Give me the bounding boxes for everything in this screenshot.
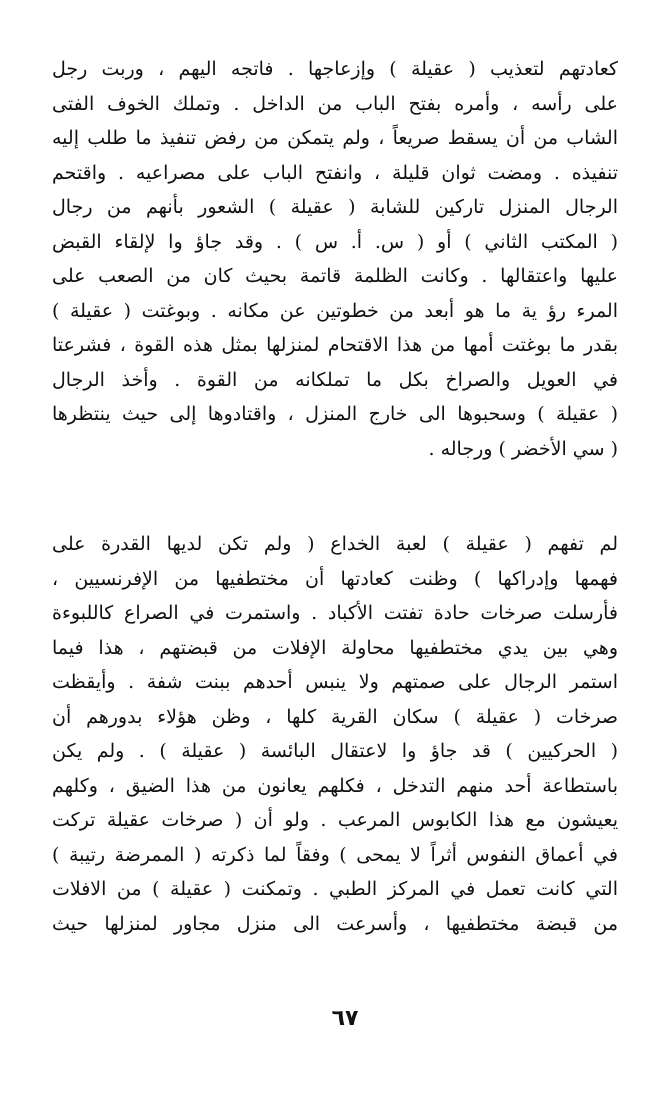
text-line: كعادتهم لتعذيب ( عقيلة ) وإزعاجها . فاتجه اليهم ، وربت رجل [52, 58, 618, 80]
text-line: على رأسه ، وأمره بفتح الباب من الداخل . وتملك الخوف الفتى [52, 92, 618, 115]
text-line: وهي بين يدي مختطفيها محاولة الإفلات من قبضتهم ، هذا فيما [52, 636, 618, 659]
text-line: ( الحركيين ) قد جاؤ وا لاعتقال البائسة ( عقيلة ) . ولم يكن [52, 740, 618, 762]
text-line: الرجال المنزل تاركين للشابة ( عقيلة ) الشعور بأنهم من رجال [52, 196, 618, 218]
paragraph-1 [52, 52, 618, 466]
text-line: بقدر ما بوغتت أمها من هذا الاقتحام لمنزلها بمثل هذه القوة ، فشرعتا [52, 334, 618, 356]
text-line: استمر الرجال على صمتهم ولا ينبس أحدهم ببنت شفة . وأيقظت [52, 671, 618, 693]
text-line: ( سي الأخضر ) ورجاله . [428, 437, 618, 460]
text-line: التي كانت تعمل في المركز الطبي . وتمكنت ( عقيلة ) من الافلات [52, 878, 618, 900]
text-line: باستطاعة أحد منهم التدخل ، فكلهم يعانون من هذا الضيق ، وكلهم [52, 774, 618, 797]
paragraph-2 [52, 527, 618, 941]
text-line: الشاب من أن يسقط صريعاً ، ولم يتمكن من رفض تنفيذ ما طلب إليه [52, 127, 618, 149]
text-line: من قبضة مختطفيها ، وأسرعت الى منزل مجاور لمنزلها حيث [52, 912, 618, 935]
text-line: صرخات ( عقيلة ) سكان القرية كلها ، وظن هؤلاء بدورهم أن [52, 705, 618, 728]
text-line: يعيشون مع هذا الكابوس المرعب . ولو أن ( صرخات عقيلة تركت [52, 809, 618, 831]
page-number: ٦٧ [331, 1006, 359, 1031]
text-line: لم تفهم ( عقيلة ) لعبة الخداع ( ولم تكن لديها القدرة على [52, 533, 618, 555]
text-line: فهمها وإدراكها ) وظنت كعادتها أن مختطفيها من الإفرنسيين ، [52, 567, 618, 590]
text-line: تنفيذه . ومضت ثوان قليلة ، وانفتح الباب على مصراعيه . واقتحم [52, 161, 618, 184]
text-line: ( المكتب الثاني ) أو ( س. أ. س ) . وقد جاؤ وا لإلقاء القبض [52, 230, 618, 253]
text-line: في العويل والصراخ بكل ما تملكانه من القوة . وأخذ الرجال [52, 368, 618, 391]
text-line: في أعماق النفوس أثراً لا يمحى ) وفقاً لما ذكرته ( الممرضة رتيبة ) [52, 843, 618, 866]
text-line: ( عقيلة ) وسحبوها الى خارج المنزل ، واقتادوها إلى حيث ينتظرها [52, 403, 618, 425]
text-line: المرء رؤ ية ما هو أبعد من خطوتين عن مكانه . وبوغتت ( عقيلة ) [52, 299, 618, 322]
text-line: عليها واعتقالها . وكانت الظلمة قاتمة بحيث كان من الصعب على [52, 265, 618, 287]
text-line: فأرسلت صرخات حادة تفتت الأكباد . واستمرت في الصراع كاللبوءة [52, 602, 618, 624]
